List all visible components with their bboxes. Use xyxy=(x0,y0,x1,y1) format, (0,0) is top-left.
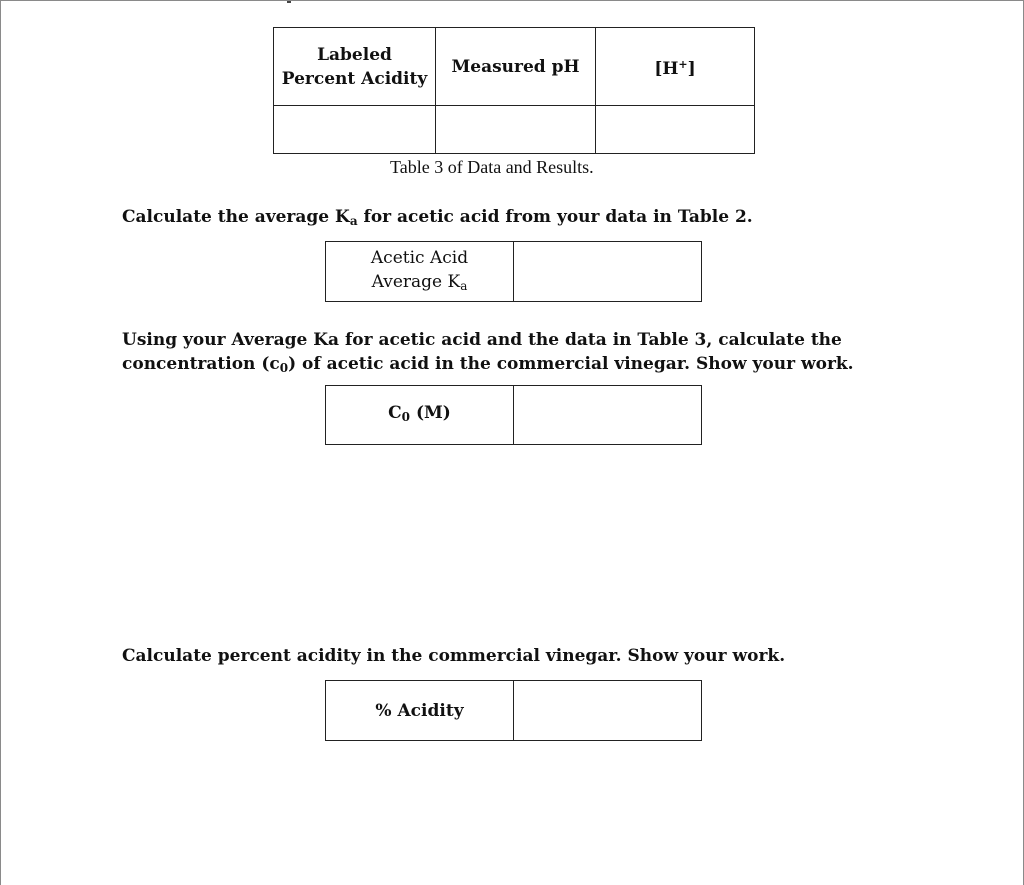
q1-text-start: Calculate the average K xyxy=(122,207,350,227)
question-average-ka xyxy=(122,205,753,233)
q2-line1: Using your Average Ka for acetic acid and the data in Table 3, calculate the xyxy=(122,330,842,350)
top-edge-mark xyxy=(287,1,291,3)
question-percent-acidity: Calculate percent acidity in the commercial vinegar. Show your work. xyxy=(122,646,786,666)
table-3-entry-row xyxy=(274,106,755,154)
percent-acidity-label: % Acidity xyxy=(326,681,514,741)
concentration-label-unit: (M) xyxy=(410,403,451,423)
q1-text-end: for acetic acid from your data in Table 2. xyxy=(357,207,753,227)
cell-measured-ph[interactable] xyxy=(436,106,596,154)
concentration-label-base: C xyxy=(388,403,402,423)
average-ka-label-line2: Average K xyxy=(371,271,461,292)
concentration-label xyxy=(326,386,514,445)
cell-h-plus[interactable] xyxy=(596,106,755,154)
percent-acidity-row xyxy=(326,681,702,741)
average-ka-row xyxy=(326,242,702,302)
header-h-plus xyxy=(596,28,755,106)
header-measured-ph-text: Measured pH xyxy=(451,56,580,77)
q2-line2 xyxy=(122,352,854,380)
average-ka-label-line1: Acetic Acid xyxy=(370,247,469,268)
percent-acidity-value-cell[interactable] xyxy=(514,681,702,741)
concentration-table xyxy=(325,385,702,445)
cell-labeled-percent-acidity[interactable] xyxy=(274,106,436,154)
table-3-header-row xyxy=(274,28,755,106)
table-3-data-results xyxy=(273,27,755,154)
q2-c0-subscript: 0 xyxy=(279,361,289,375)
header-labeled-line1: Labeled xyxy=(317,44,392,65)
header-h-plus-base: [H xyxy=(654,58,679,79)
q2-line2-end: ) of acetic acid in the commercial vinegar. Show your work. xyxy=(288,354,854,374)
average-ka-label xyxy=(326,242,514,302)
percent-acidity-table xyxy=(325,680,702,741)
header-h-plus-sup: + xyxy=(678,57,688,71)
concentration-row xyxy=(326,386,702,445)
average-ka-subscript: a xyxy=(460,278,468,293)
average-ka-table xyxy=(325,241,702,302)
concentration-value-cell[interactable] xyxy=(514,386,702,445)
header-labeled-percent-acidity xyxy=(274,28,436,106)
question-concentration xyxy=(122,328,854,380)
header-labeled-line2: Percent Acidity xyxy=(281,68,428,89)
q2-line2-start: concentration (c xyxy=(122,354,280,374)
table-3-caption: Table 3 of Data and Results. xyxy=(390,157,594,177)
average-ka-value-cell[interactable] xyxy=(514,242,702,302)
header-measured-ph xyxy=(436,28,596,106)
q1-k-subscript: a xyxy=(349,214,358,228)
header-h-plus-close: ] xyxy=(687,58,696,79)
concentration-label-subscript: 0 xyxy=(401,410,411,424)
